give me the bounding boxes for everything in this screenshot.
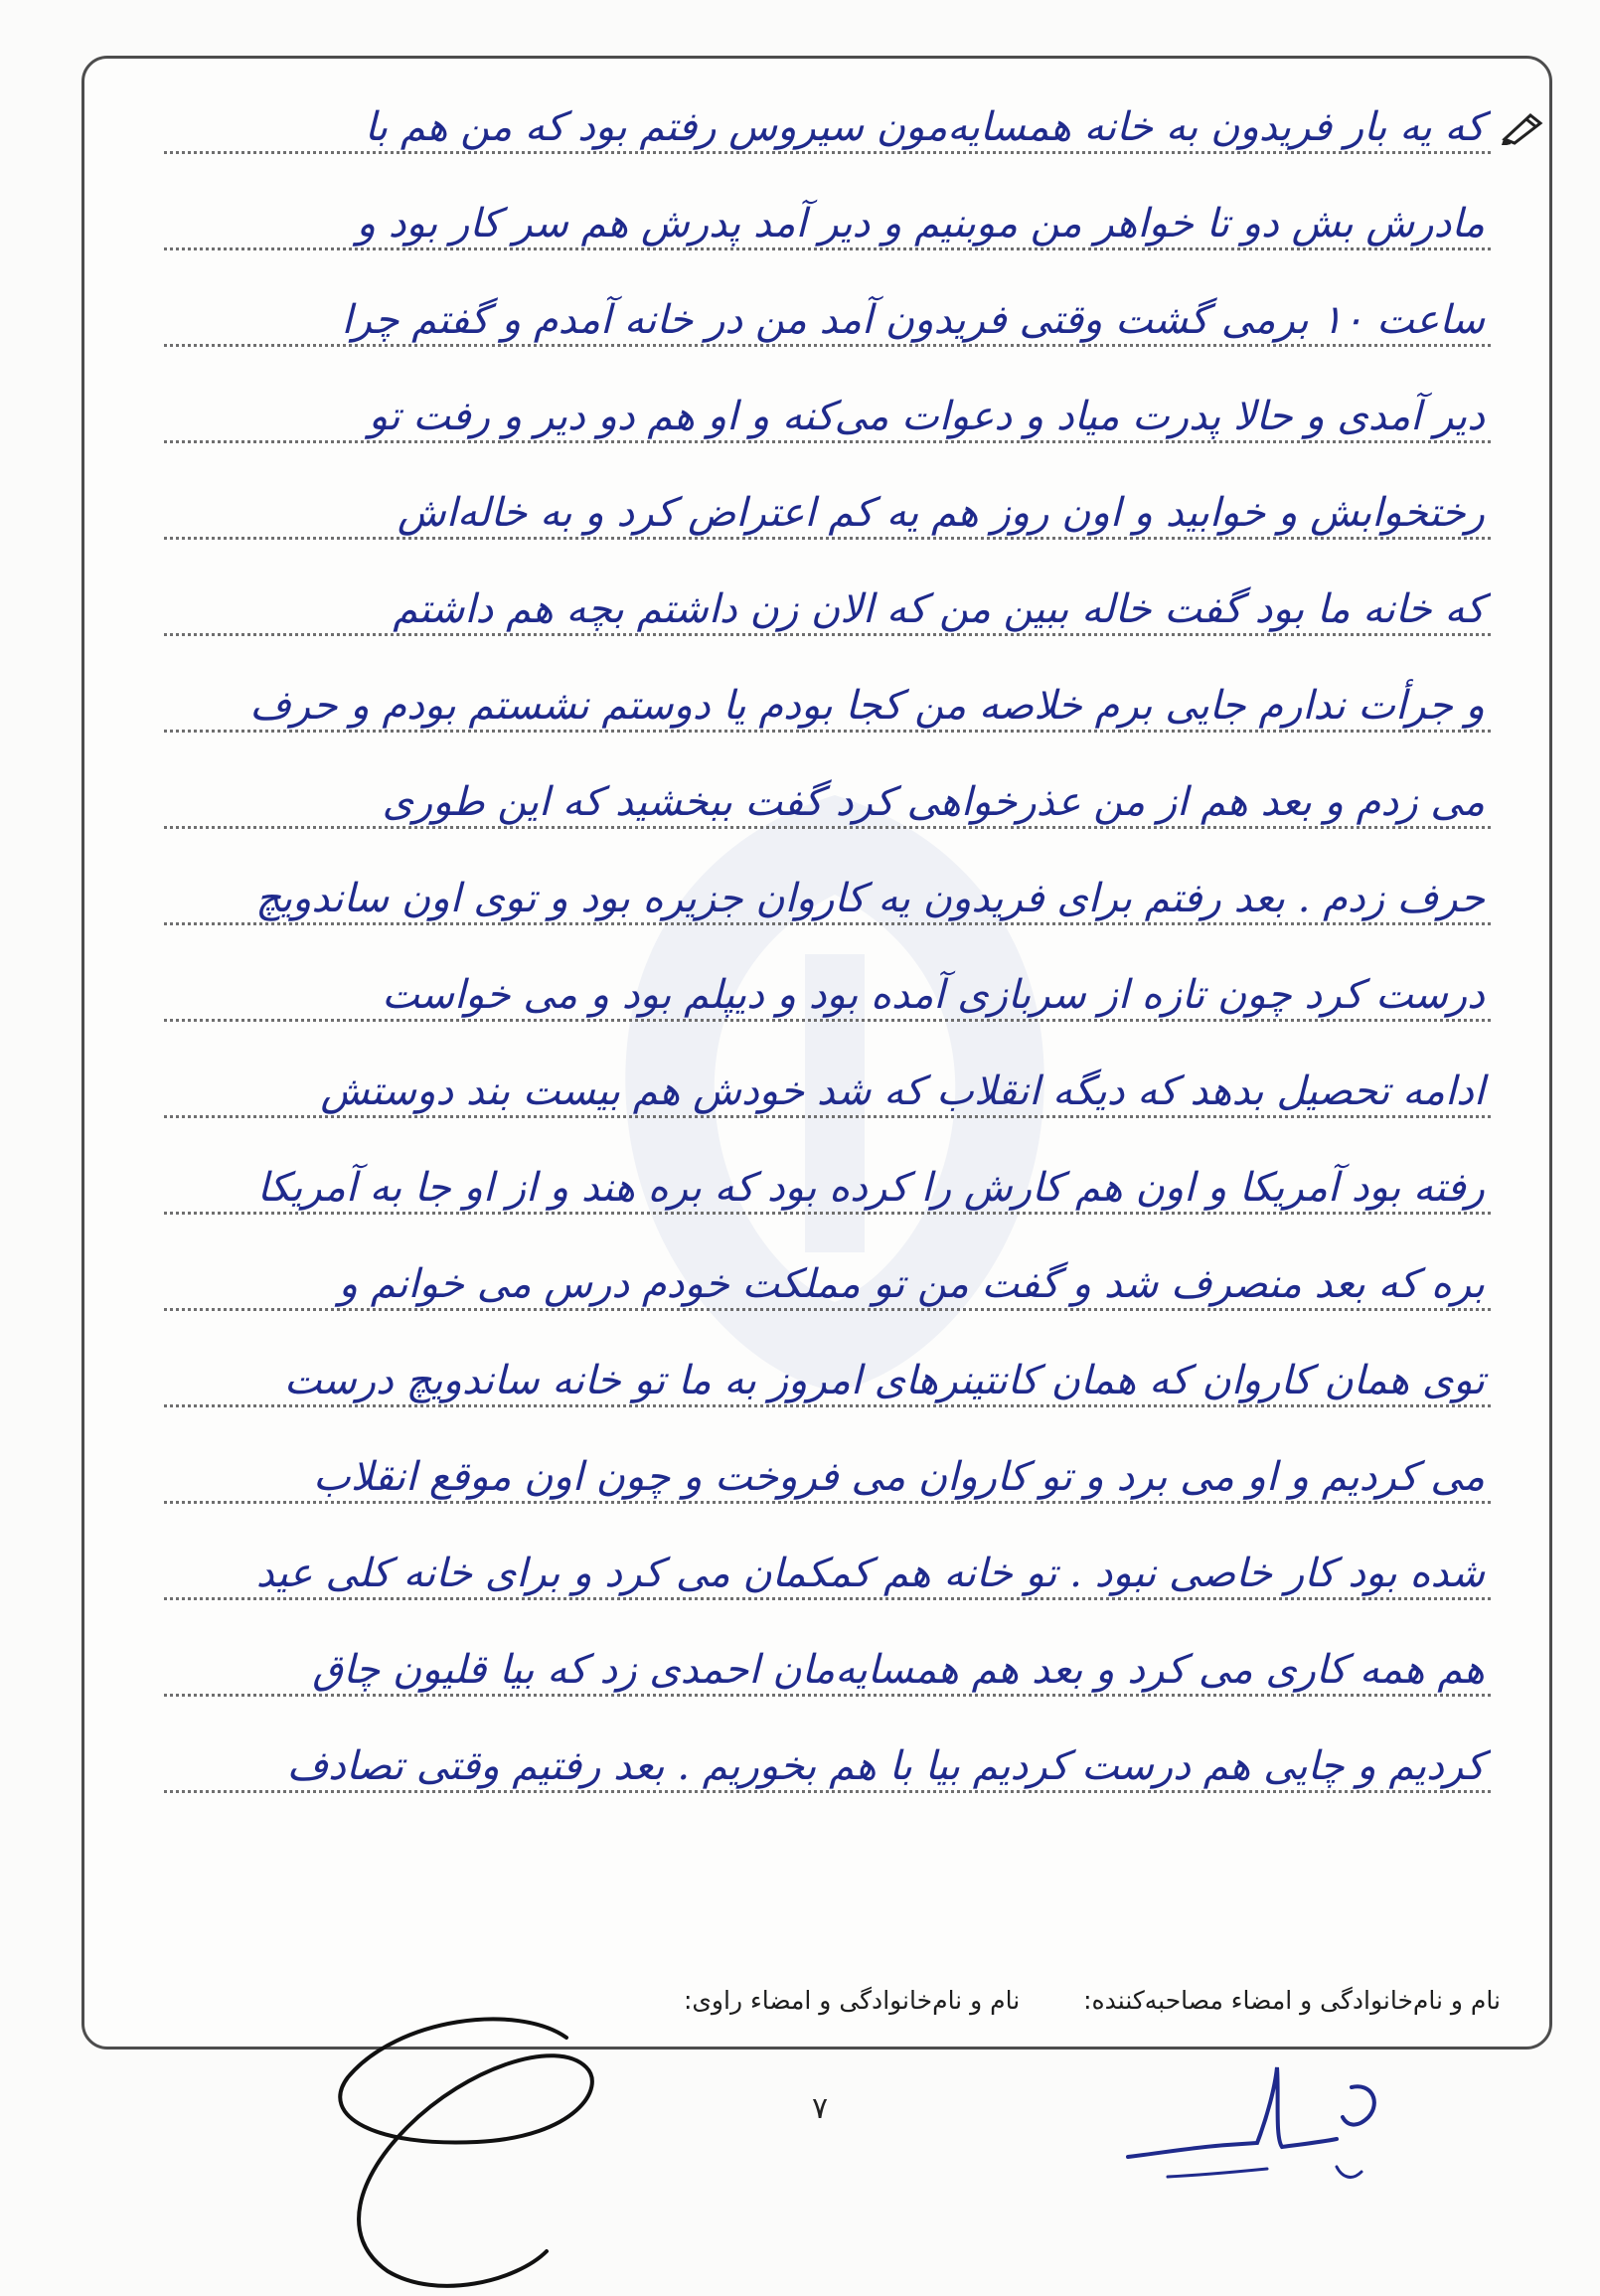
text-line xyxy=(164,349,1491,443)
line-text: دیر آمدی و حالا پدرت میاد و دعوات می‌کنه و او هم دو دیر و رفت تو xyxy=(368,394,1485,439)
line-text: که خانه ما بود گفت خاله ببین من که الان زن داشتم بچه هم داشتم xyxy=(393,586,1485,632)
text-line xyxy=(164,445,1491,540)
text-line xyxy=(164,1120,1491,1215)
line-text: توی همان کاروان که همان کانتینرهای امروز به ما تو خانه ساندویچ درست xyxy=(283,1358,1485,1403)
text-line xyxy=(164,927,1491,1022)
line-text: می زدم و بعد هم از من عذرخواهی کرد گفت ببخشید که این طوری xyxy=(382,779,1485,825)
line-text: رفته بود آمریکا و اون هم کارش را کرده بود که بره هند و از او جا به آمریکا xyxy=(256,1165,1485,1211)
narrator-signature-label: نام و نام‌خانوادگی و امضاء راوی: xyxy=(683,1986,1021,2015)
line-text: هم همه کاری می کرد و بعد هم همسایه‌مان احمدی زد که بیا قلیون چاق xyxy=(312,1647,1485,1693)
text-line xyxy=(164,1409,1491,1504)
line-text: ادامه تحصیل بدهد که دیگه انقلاب که شد خودش هم بیست بند دوستش xyxy=(320,1068,1485,1114)
page-number: ۷ xyxy=(811,2091,829,2126)
pen-icon xyxy=(1501,109,1546,145)
text-line xyxy=(164,735,1491,829)
line-text: می کردیم و او می برد و تو کاروان می فروخت و چون اون موقع انقلاب xyxy=(313,1454,1485,1500)
line-text: مادرش بش دو تا خواهر من موبنیم و دیر آمد پدرش هم سر کار بود و xyxy=(356,201,1485,246)
line-text: حرف زدم . بعد رفتم برای فریدون یه کاروان جزیره بود و توی اون ساندویچ xyxy=(255,876,1485,921)
text-line xyxy=(164,1699,1491,1793)
text-line xyxy=(164,1506,1491,1600)
interviewer-signature-label: نام و نام‌خانوادگی و امضاء مصاحبه‌کننده: xyxy=(1083,1986,1501,2015)
line-text: شده بود کار خاصی نبود . تو خانه هم کمکمان می کرد و برای خانه کلی عید xyxy=(255,1551,1485,1596)
text-line xyxy=(164,1602,1491,1697)
line-text: درست کرد چون تازه از سربازی آمده بود و دیپلم بود و می خواست xyxy=(382,972,1485,1018)
text-line xyxy=(164,1217,1491,1311)
line-text: که یه بار فریدون به خانه همسایه‌مون سیروس رفتم بود که من هم با xyxy=(364,104,1485,150)
text-line xyxy=(164,252,1491,347)
text-line xyxy=(164,60,1491,154)
text-line xyxy=(164,638,1491,733)
text-line xyxy=(164,831,1491,925)
line-text: بره که بعد منصرف شد و گفت من تو مملکت خودم درس می خوانم و xyxy=(338,1261,1485,1307)
line-text: و جرأت ندارم جایی برم خلاصه من کجا بودم یا دوستم نشستم بودم و حرف xyxy=(249,683,1485,729)
text-line xyxy=(164,1313,1491,1407)
line-text: رختخوابش و خوابید و اون روز هم یه کم اعتراض کرد و به خاله‌اش xyxy=(397,490,1485,536)
text-line xyxy=(164,1024,1491,1118)
line-text: کردیم و چایی هم درست کردیم بیا با هم بخوریم . بعد رفتیم وقتی تصادف xyxy=(286,1743,1485,1789)
text-line xyxy=(164,542,1491,636)
interviewer-signature xyxy=(1108,2048,1406,2197)
narrator-signature xyxy=(318,2008,616,2296)
signature-labels xyxy=(628,1986,1501,2015)
line-text: ساعت ۱۰ برمی گشت وقتی فریدون آمد من در خانه آمدم و گفتم چرا xyxy=(341,297,1485,343)
text-line xyxy=(164,156,1491,250)
